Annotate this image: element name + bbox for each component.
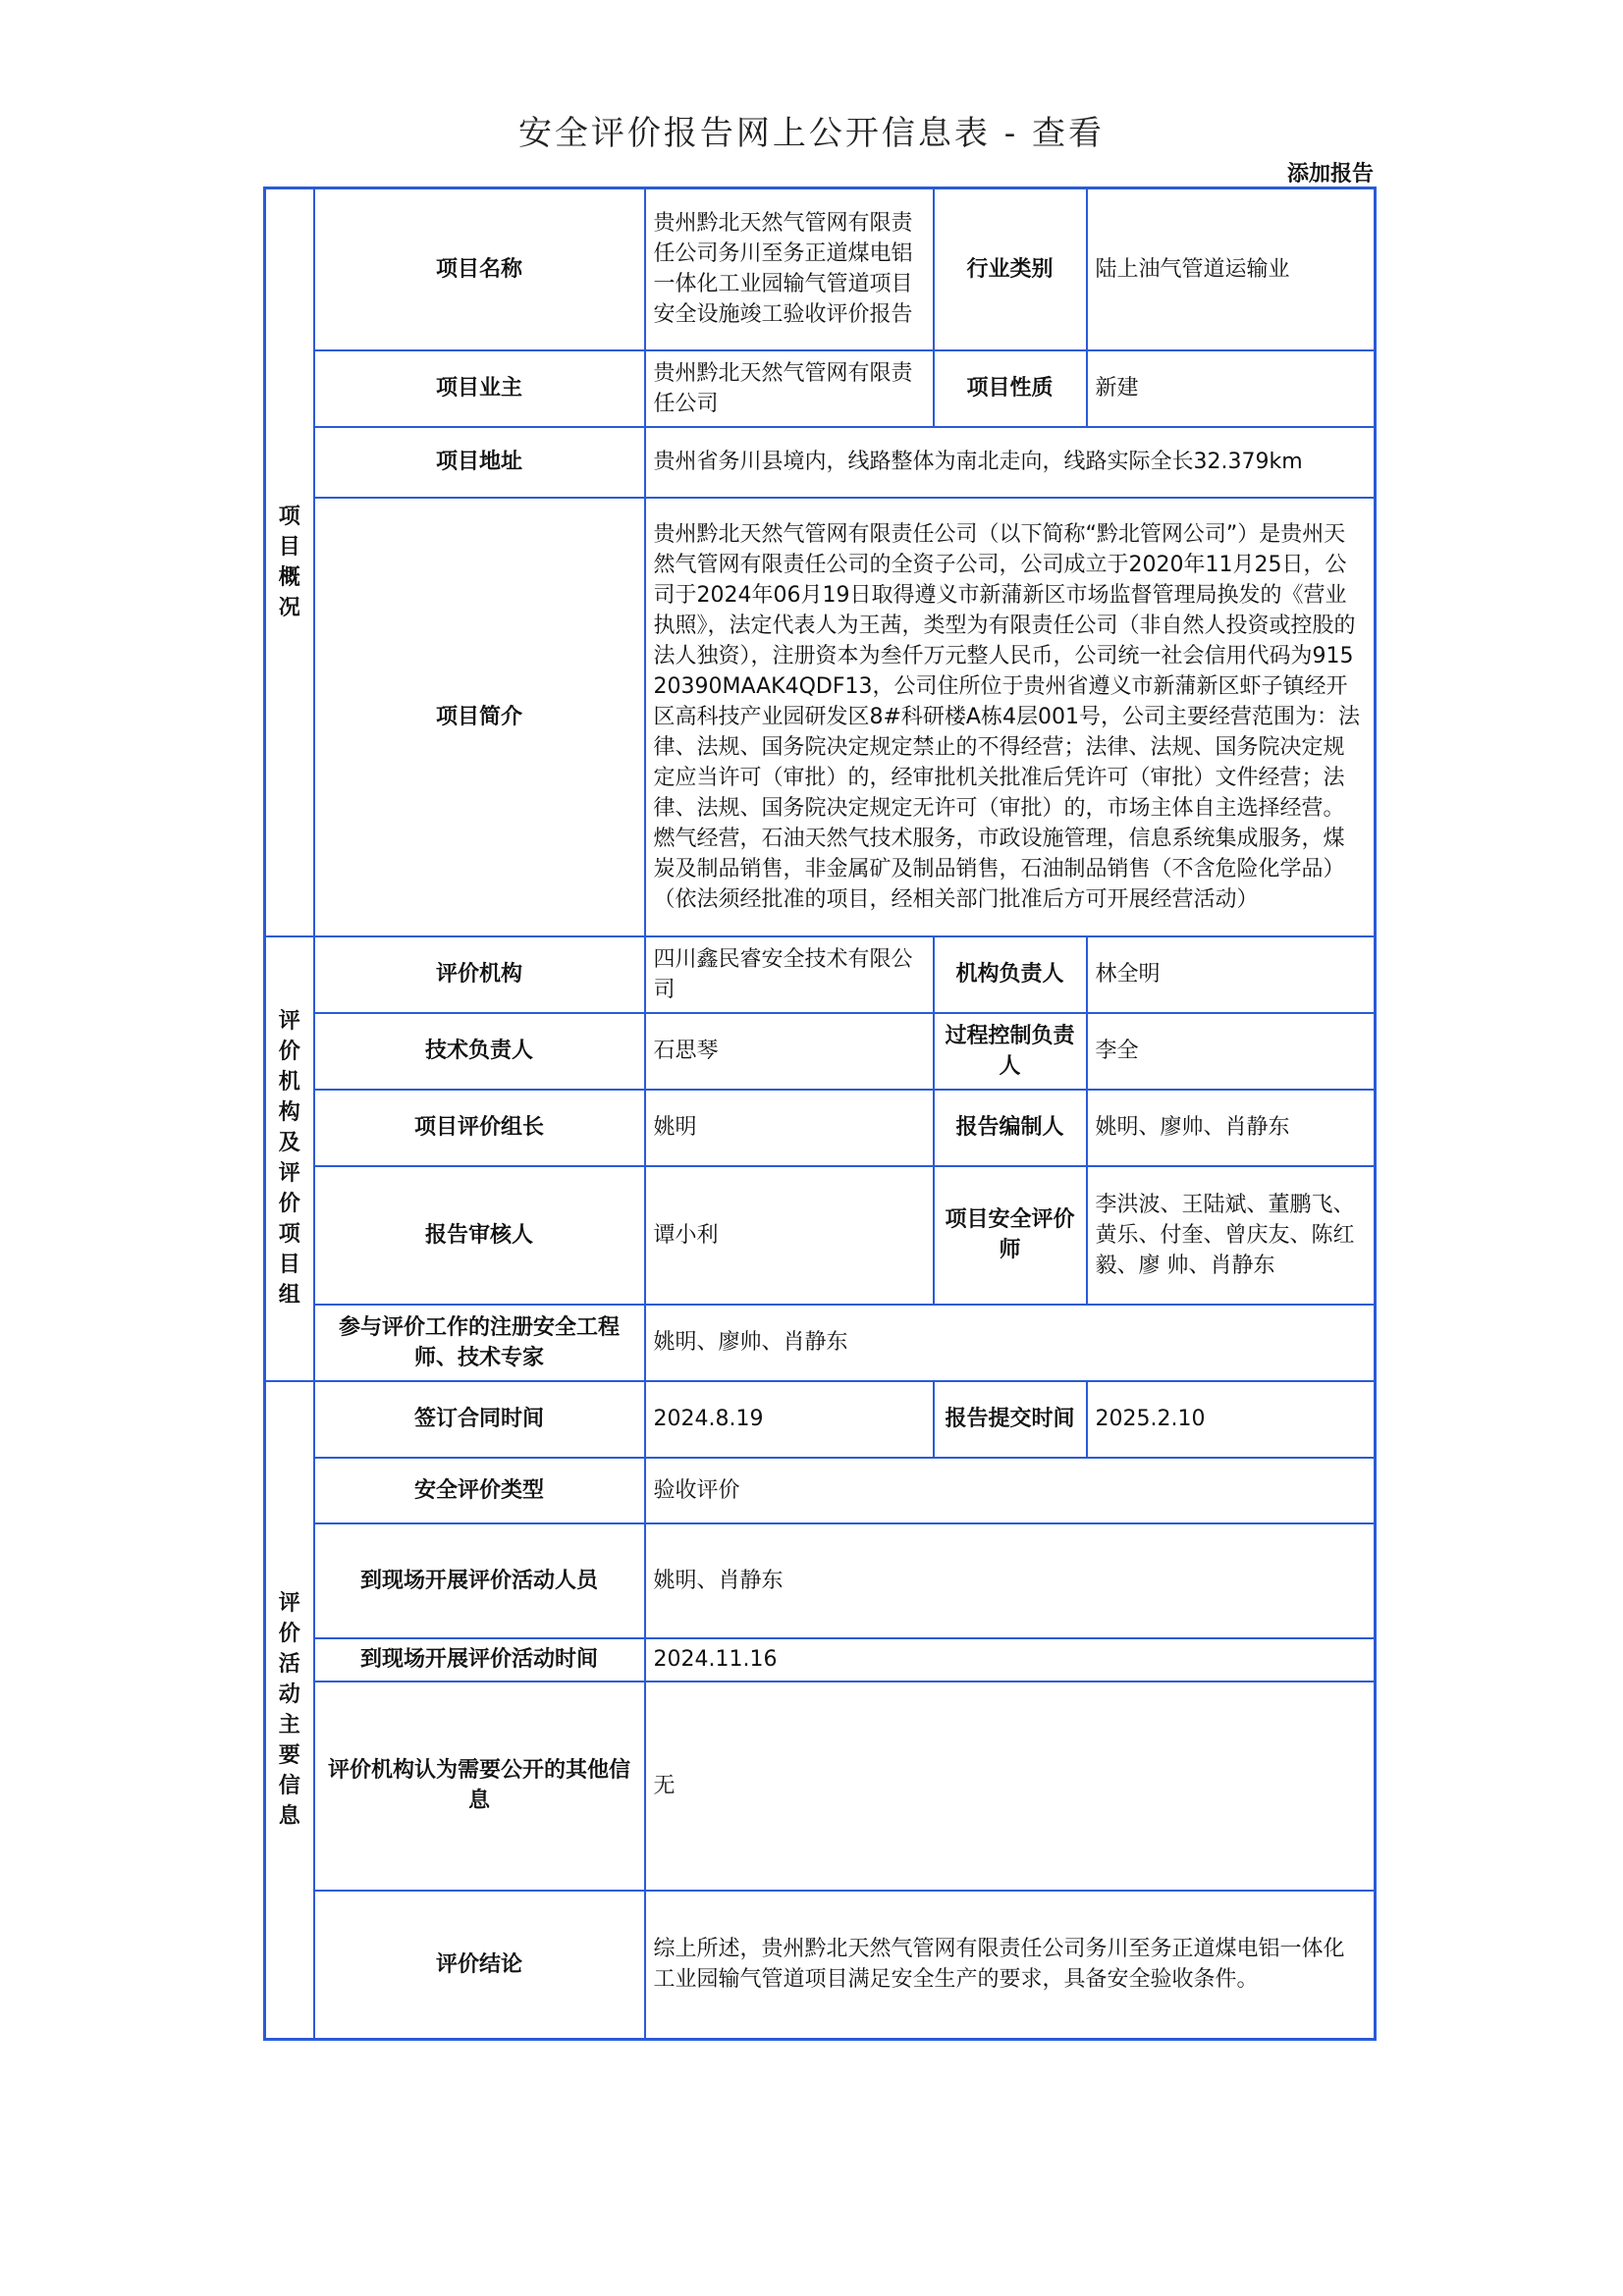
value-other-info: 无 (645, 1682, 1376, 1891)
label-address: 项目地址 (314, 427, 645, 498)
value-site-time: 2024.11.16 (645, 1638, 1376, 1682)
value-safety-assessor: 李洪波、王陆斌、董鹏飞、黄乐、付奎、曾庆友、陈红毅、廖 帅、肖静东 (1087, 1166, 1376, 1305)
label-project-name: 项目名称 (314, 188, 645, 350)
value-submit-time: 2025.2.10 (1087, 1381, 1376, 1458)
value-contract-time: 2024.8.19 (645, 1381, 934, 1458)
add-report-link[interactable]: 添加报告 (1286, 162, 1374, 187)
value-tech-head: 石思琴 (645, 1013, 934, 1090)
label-type: 安全评价类型 (314, 1458, 645, 1523)
value-project-name: 贵州黔北天然气管网有限责任公司务川至务正道煤电铝一体化工业园输气管道项目安全设施竣工验收评价报告 (645, 188, 934, 350)
section-activity: 评价活动主要信息 (265, 1381, 314, 2040)
value-conclusion: 综上所述，贵州黔北天然气管网有限责任公司务川至务正道煤电铝一体化工业园输气管道项目满足安全生产的要求，具备安全验收条件。 (645, 1891, 1376, 2040)
value-org: 四川鑫民睿安全技术有限公司 (645, 936, 934, 1013)
value-team-leader: 姚明 (645, 1090, 934, 1166)
value-owner: 贵州黔北天然气管网有限责任公司 (645, 350, 934, 427)
label-tech-head: 技术负责人 (314, 1013, 645, 1090)
label-org: 评价机构 (314, 936, 645, 1013)
label-submit-time: 报告提交时间 (934, 1381, 1087, 1458)
value-industry: 陆上油气管道运输业 (1087, 188, 1376, 350)
label-org-head: 机构负责人 (934, 936, 1087, 1013)
info-table (263, 187, 1377, 2041)
label-safety-assessor: 项目安全评价师 (934, 1166, 1087, 1305)
label-owner: 项目业主 (314, 350, 645, 427)
label-conclusion: 评价结论 (314, 1891, 645, 2040)
label-compiler: 报告编制人 (934, 1090, 1087, 1166)
label-contract-time: 签订合同时间 (314, 1381, 645, 1458)
value-address: 贵州省务川县境内，线路整体为南北走向，线路实际全长32.379km (645, 427, 1376, 498)
value-intro: 贵州黔北天然气管网有限责任公司（以下简称“黔北管网公司”）是贵州天然气管网有限责任公司的全资子公司，公司成立于2020年11月25日，公司于2024年06月19日取得遵义市新蒲新区市场监督管理局换发的《营业执照》，法定代表人为王茜，类型为有限责任公司（非自然人投资或控股的法人独资），注册资本为叁仟万元整人民币，公司统一社会信用代码为91520390MAAK4QDF13，公司住所位于贵州省遵义市新蒲新区虾子镇经开区高科技产业园研发区8#科研楼A栋4层001号，公司主要经营范围为：法律、法规、国务院决定规定禁止的不得经营；法律、法规、国务院决定规定应当许可（审批）的，经审批机关批准后凭许可（审批）文件经营；法律、法规、国务院决定规定无许可（审批）的，市场主体自主选择经营。燃气经营，石油天然气技术服务，市政设施管理，信息系统集成服务，煤炭及制品销售，非金属矿及制品销售，石油制品销售（不含危险化学品）（依法须经批准的项目，经相关部门批准后方可开展经营活动） (645, 498, 1376, 936)
label-engineers: 参与评价工作的注册安全工程师、技术专家 (314, 1305, 645, 1381)
label-industry: 行业类别 (934, 188, 1087, 350)
label-reviewer: 报告审核人 (314, 1166, 645, 1305)
value-engineers: 姚明、廖帅、肖静东 (645, 1305, 1376, 1381)
value-process-head: 李全 (1087, 1013, 1376, 1090)
value-org-head: 林全明 (1087, 936, 1376, 1013)
value-site-staff: 姚明、肖静东 (645, 1523, 1376, 1638)
section-org: 评价机构及评价项目组 (265, 936, 314, 1381)
value-reviewer: 谭小利 (645, 1166, 934, 1305)
value-nature: 新建 (1087, 350, 1376, 427)
label-site-staff: 到现场开展评价活动人员 (314, 1523, 645, 1638)
label-other-info: 评价机构认为需要公开的其他信息 (314, 1682, 645, 1891)
label-nature: 项目性质 (934, 350, 1087, 427)
value-compiler: 姚明、廖帅、肖静东 (1087, 1090, 1376, 1166)
label-intro: 项目简介 (314, 498, 645, 936)
page-title: 安全评价报告网上公开信息表 - 查看 (517, 114, 1106, 153)
label-team-leader: 项目评价组长 (314, 1090, 645, 1166)
label-site-time: 到现场开展评价活动时间 (314, 1638, 645, 1682)
label-process-head: 过程控制负责人 (934, 1013, 1087, 1090)
section-overview: 项目概况 (265, 188, 314, 936)
value-type: 验收评价 (645, 1458, 1376, 1523)
